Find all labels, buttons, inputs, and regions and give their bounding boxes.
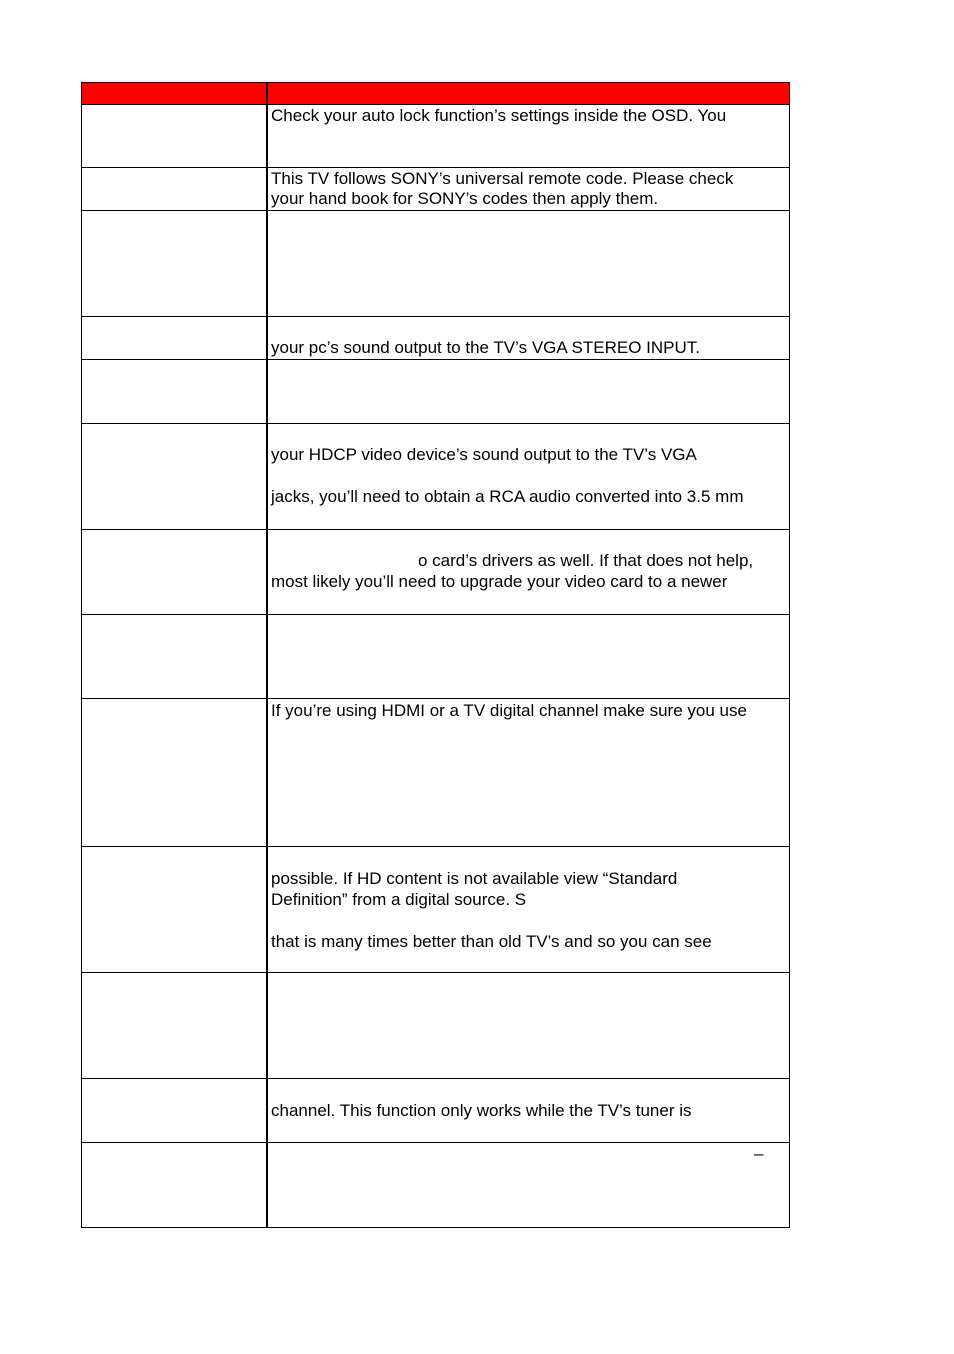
solution-text-line: If you’re using HDMI or a TV digital channel make sure you use [271, 701, 747, 720]
problem-cell [82, 1143, 268, 1228]
solution-cell [267, 530, 790, 615]
table-row [82, 1079, 790, 1143]
problem-cell [82, 105, 268, 168]
solution-cell [267, 424, 790, 530]
troubleshooting-table [81, 82, 790, 1228]
solution-text-line: your hand book for SONY’s codes then apply them. [271, 189, 659, 208]
solution-text-line: your pc’s sound output to the TV’s VGA STEREO INPUT. [271, 338, 700, 357]
solution-text-line: your HDCP video device’s sound output to the TV’s VGA [271, 445, 697, 464]
table-header-row [82, 83, 790, 105]
header-cell-problem [82, 83, 268, 105]
problem-cell [82, 360, 268, 424]
header-cell-solution [267, 83, 790, 105]
problem-cell [82, 168, 268, 211]
solution-text-line: possible. If HD content is not available view “Standard [271, 869, 678, 888]
solution-text-line: channel. This function only works while the TV’s tuner is [271, 1101, 692, 1120]
table-row [82, 530, 790, 615]
problem-cell [82, 847, 268, 973]
problem-cell [82, 211, 268, 317]
solution-text-line: jacks, you’ll need to obtain a RCA audio converted into 3.5 mm [271, 487, 744, 506]
solution-cell [267, 699, 790, 847]
table-row [82, 105, 790, 168]
problem-cell [82, 317, 268, 360]
solution-cell [267, 168, 790, 211]
table-row [82, 168, 790, 211]
solution-text-line: most likely you’ll need to upgrade your video card to a newer [271, 572, 728, 591]
table-row [82, 615, 790, 699]
solution-text-line: – [754, 1144, 764, 1163]
solution-text-line: This TV follows SONY’s universal remote code. Please check [271, 169, 734, 188]
solution-cell [267, 360, 790, 424]
solution-text-line: that is many times better than old TV’s and so you can see [271, 932, 712, 951]
solution-cell [267, 615, 790, 699]
table-row [82, 1143, 790, 1228]
problem-cell [82, 973, 268, 1079]
solution-cell [267, 1143, 790, 1228]
table-row [82, 847, 790, 973]
solution-cell [267, 973, 790, 1079]
problem-cell [82, 699, 268, 847]
table-row [82, 360, 790, 424]
solution-cell [267, 105, 790, 168]
table-row [82, 424, 790, 530]
table-row [82, 211, 790, 317]
solution-cell [267, 317, 790, 360]
table-row [82, 699, 790, 847]
solution-text-line: Definition” from a digital source. S [271, 890, 527, 909]
table-row [82, 973, 790, 1079]
problem-cell [82, 530, 268, 615]
problem-cell [82, 615, 268, 699]
solution-cell [267, 211, 790, 317]
solution-text-line: Check your auto lock function’s settings inside the OSD. You [271, 106, 727, 125]
solution-cell [267, 847, 790, 973]
problem-cell [82, 1079, 268, 1143]
solution-text-line: o card’s drivers as well. If that does not help, [418, 551, 754, 570]
table-row [82, 317, 790, 360]
problem-cell [82, 424, 268, 530]
solution-cell [267, 1079, 790, 1143]
